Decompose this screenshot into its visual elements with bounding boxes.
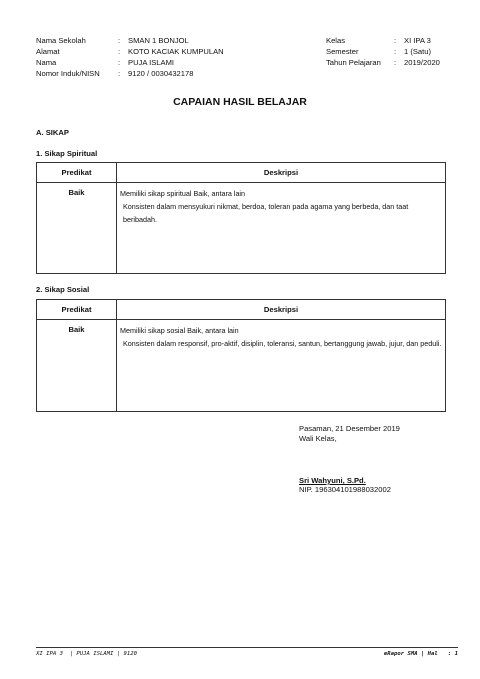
page-title: CAPAIAN HASIL BELAJAR (173, 96, 307, 108)
signature-role: Wali Kelas, (299, 434, 337, 443)
subsection-heading-sosial: 2. Sikap Sosial (36, 285, 90, 294)
footer-divider (36, 647, 458, 648)
signature-nip: NIP. 196304101988032002 (299, 485, 391, 494)
info-row-address (36, 46, 224, 57)
column-header-predikat: Predikat (37, 300, 117, 320)
section-heading-sikap: A. SIKAP (36, 128, 69, 137)
deskripsi-intro: Memiliki sikap spiritual Baik, antara lain (120, 189, 246, 198)
info-row-nisn (36, 68, 224, 79)
table-header-row (37, 300, 446, 320)
class-info (326, 35, 440, 68)
info-value: 9120 / 0030432178 (128, 69, 194, 78)
info-label: Alamat (36, 47, 60, 56)
column-header-deskripsi: Deskripsi (117, 163, 446, 183)
info-separator: : (394, 47, 397, 56)
table-row (37, 320, 446, 412)
info-separator: : (118, 69, 121, 78)
deskripsi-detail: Konsisten dalam responsif, pro-aktif, disiplin, toleransi, santun, bertanggung jawab, jujur, dan peduli. (123, 339, 442, 348)
info-value: PUJA ISLAMI (128, 58, 174, 67)
info-separator: : (118, 36, 121, 45)
info-separator: : (118, 47, 121, 56)
signature-name: Sri Wahyuni, S.Pd. (299, 476, 366, 485)
info-label: Nama Sekolah (36, 36, 86, 45)
predikat-cell: Baik (37, 183, 117, 274)
column-header-deskripsi: Deskripsi (117, 300, 446, 320)
footer-student-info: XI IPA 3 | PUJA ISLAMI | 9120 (36, 651, 138, 657)
deskripsi-cell (117, 320, 446, 412)
info-label: Semester (326, 47, 359, 56)
info-label: Nama (36, 58, 57, 67)
info-row-school (36, 35, 224, 46)
column-header-predikat: Predikat (37, 163, 117, 183)
signature-place-date: Pasaman, 21 Desember 2019 (299, 424, 400, 433)
info-label: Tahun Pelajaran (326, 58, 381, 67)
info-value: KOTO KACIAK KUMPULAN (128, 47, 224, 56)
deskripsi-detail: Konsisten dalam mensyukuri nikmat, berdoa, toleran pada agama yang berbeda, dan taat beribadah. (123, 202, 409, 224)
deskripsi-intro: Memiliki sikap sosial Baik, antara lain (120, 326, 239, 335)
info-separator: : (118, 58, 121, 67)
info-row-class (326, 35, 440, 46)
info-separator: : (394, 36, 397, 45)
info-label: Kelas (326, 36, 345, 45)
table-row (37, 183, 446, 274)
info-value: 1 (Satu) (404, 47, 432, 56)
info-row-name (36, 57, 224, 68)
footer-page-info: eRapor SMA | Hal : 1 (383, 651, 458, 657)
info-value: XI IPA 3 (404, 36, 431, 45)
info-value: 2019/2020 (404, 58, 440, 67)
predikat-cell: Baik (37, 320, 117, 412)
info-row-year (326, 57, 440, 68)
subsection-heading-spiritual: 1. Sikap Spiritual (36, 149, 98, 158)
spiritual-table (36, 162, 446, 274)
info-label: Nomor Induk/NISN (36, 69, 100, 78)
student-info (36, 35, 224, 79)
info-separator: : (394, 58, 397, 67)
table-header-row (37, 163, 446, 183)
deskripsi-cell (117, 183, 446, 274)
sosial-table (36, 299, 446, 412)
info-row-semester (326, 46, 440, 57)
info-value: SMAN 1 BONJOL (128, 36, 189, 45)
